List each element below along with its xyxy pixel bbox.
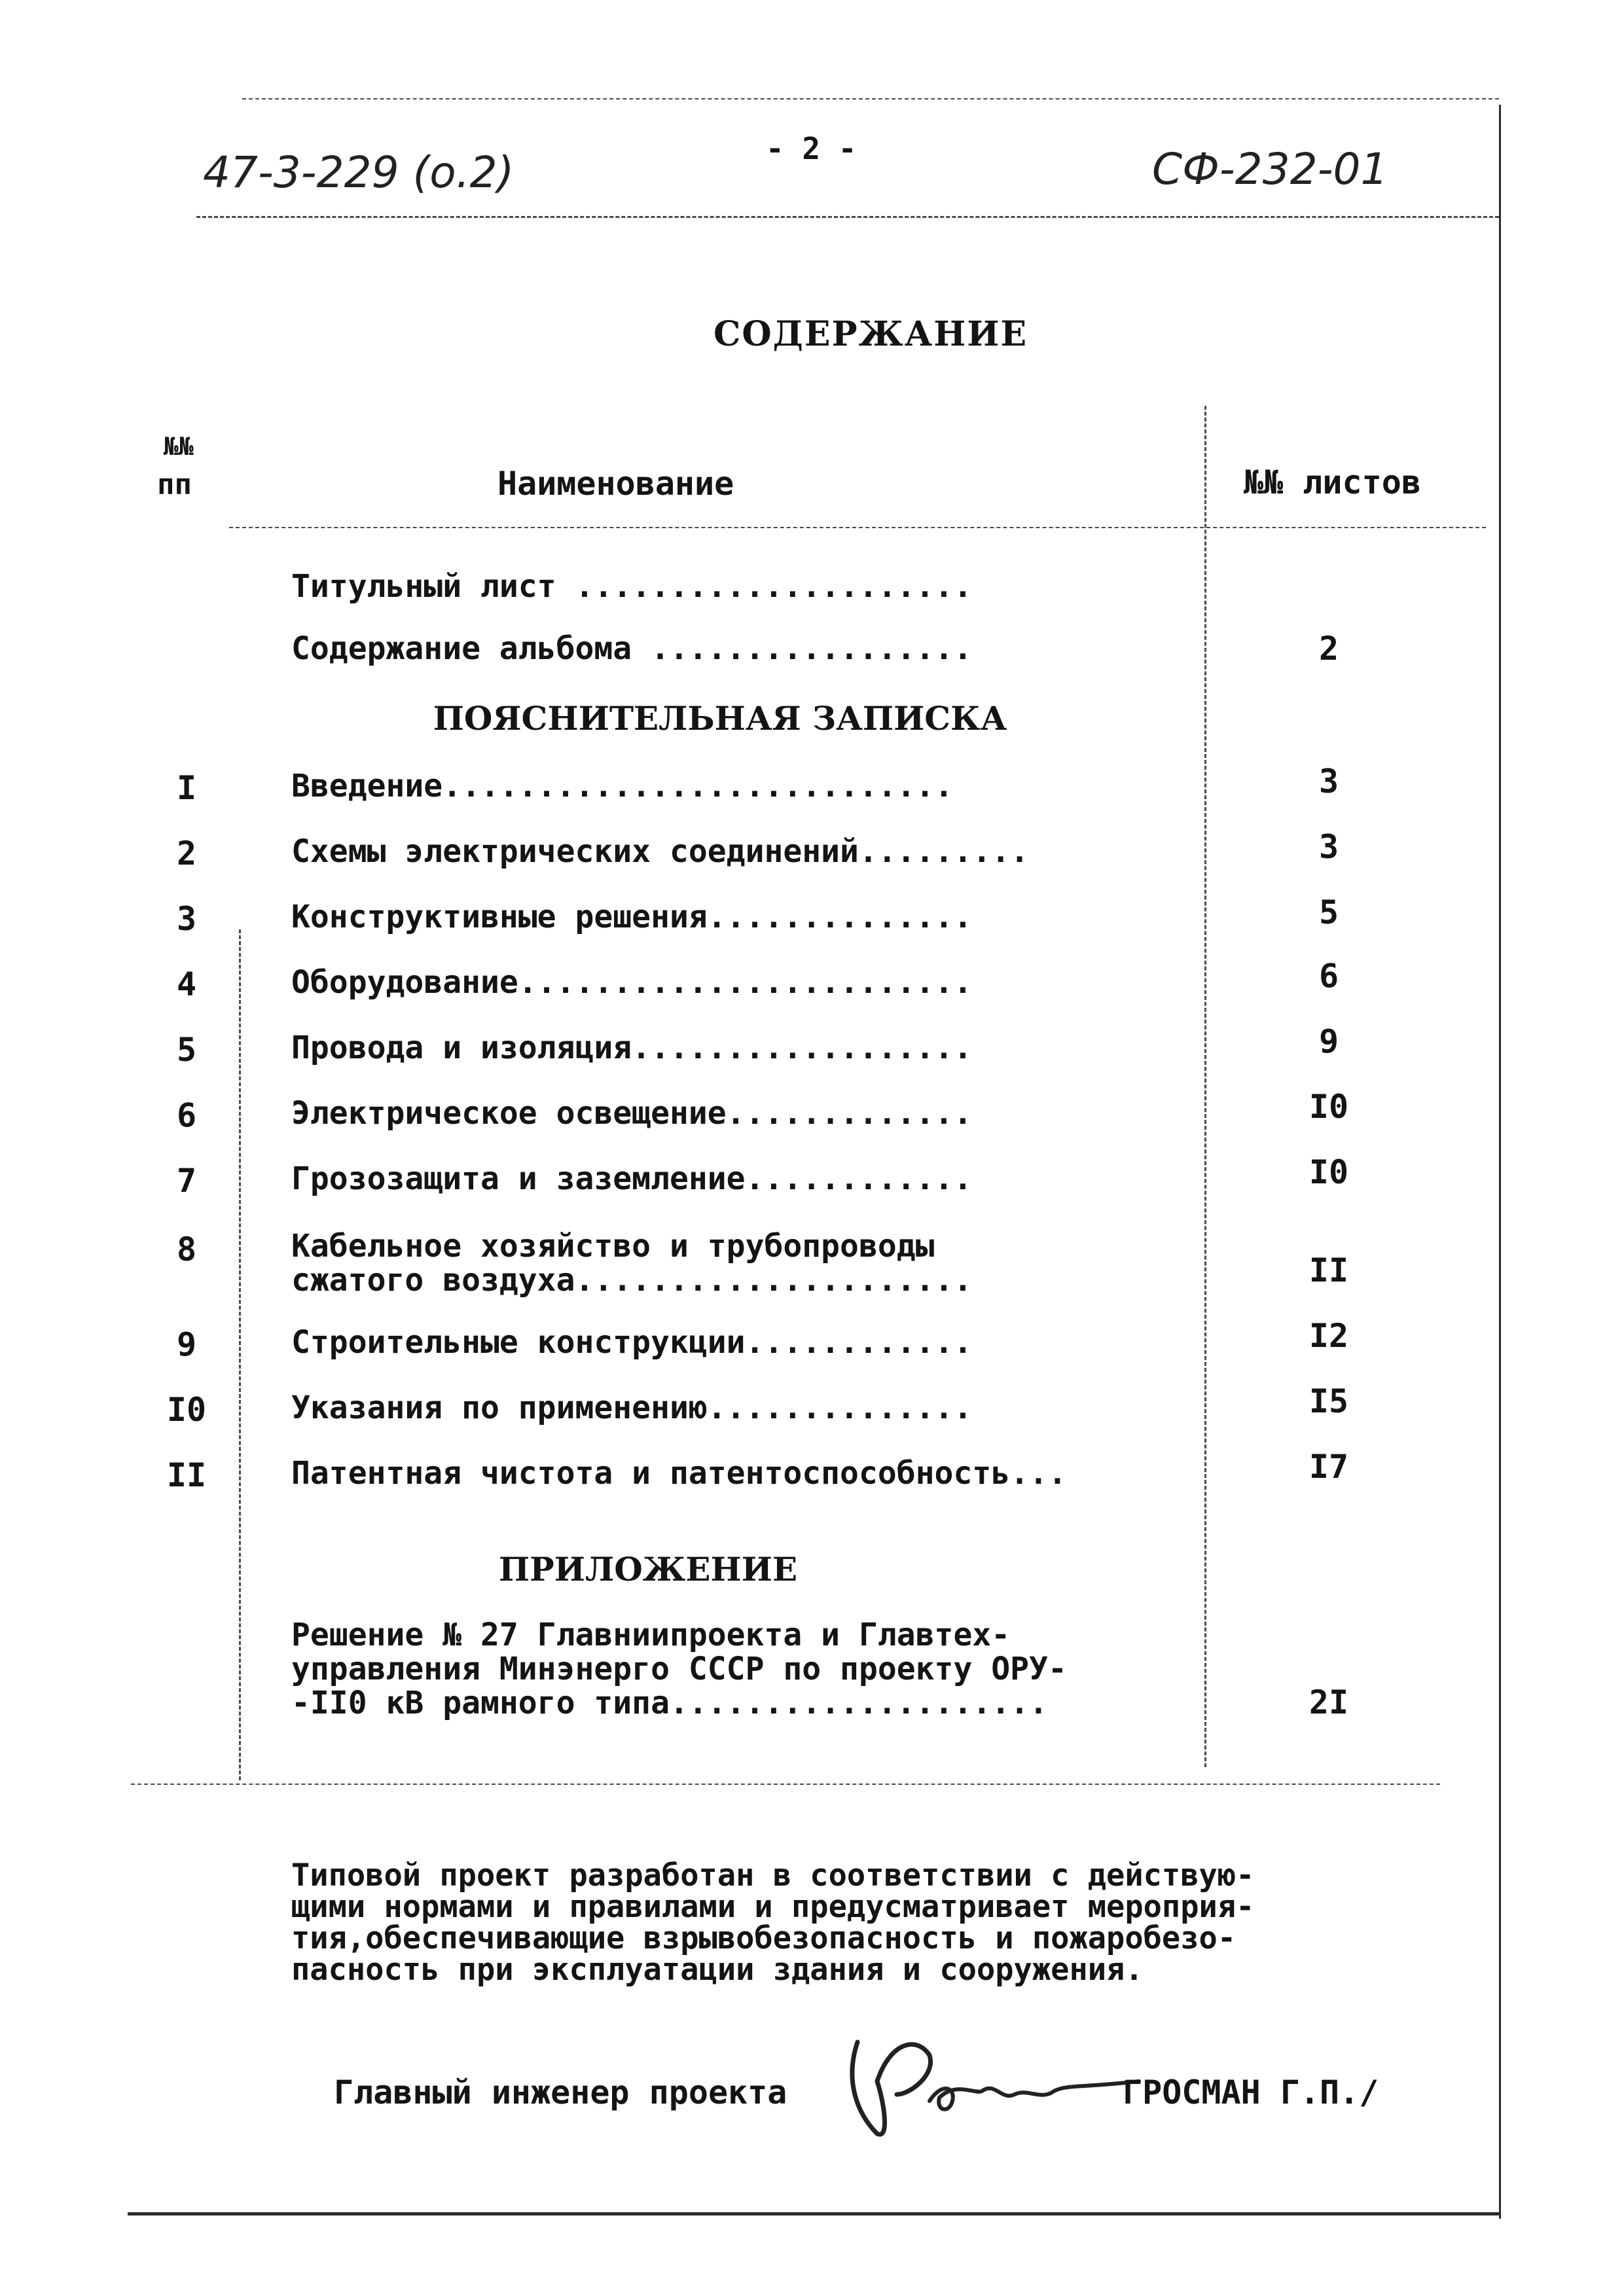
toc-row-sheet: I0 [1308,1088,1349,1126]
signature-label: Главный инженер проекта [334,2073,787,2111]
table-bottom-rule [131,1784,1440,1785]
toc-row-num: 3 [176,900,197,938]
toc-row-sheet: I0 [1308,1153,1349,1191]
section-explanatory-note: ПОЯСНИТЕЛЬНАЯ ЗАПИСКА [433,699,1007,738]
toc-row-num: 5 [176,1031,197,1069]
toc-row-sheet: 6 [1318,957,1339,995]
top-rule [242,98,1499,99]
signature-image [831,2003,1159,2160]
col-name-header: Наименование [497,465,734,503]
toc-row-num: 2 [176,834,197,872]
toc-row-title: Провода и изоляция.................. [291,1030,973,1066]
column-divider-left [239,929,241,1780]
toc-row-num: II [166,1456,207,1494]
toc-title-page: Титульный лист ..................... [291,568,973,605]
toc-row-num: I0 [166,1391,207,1429]
toc-row-title: Кабельное хозяйство и трубопроводы сжатого воздуха..................... [291,1228,973,1299]
appendix-row-title: Решение № 27 Главниипроекта и Главтех- управления Минэнерго СССР по проекту ОРУ- -II0 кВ рамного типа.................... [291,1617,1067,1721]
document-code-left: 47-3-229 (o.2) [203,147,514,198]
col-sheets-header: №№ листов [1244,463,1421,501]
toc-row-num: 4 [176,965,197,1003]
toc-row-num: 9 [176,1325,197,1363]
col-num-header-bottom: пп [157,468,192,501]
toc-row-title: Патентная чистота и патентоспособность... [291,1455,1067,1492]
toc-row-title: Строительные конструкции............ [291,1324,973,1361]
toc-row-sheet: 3 [1318,828,1339,866]
toc-row-sheet: 9 [1318,1022,1339,1060]
toc-row-num: 6 [176,1096,197,1134]
bottom-rule [128,2212,1501,2215]
toc-row-sheet: I7 [1308,1448,1349,1486]
toc-album-contents-sheet: 2 [1318,630,1339,668]
toc-row-title: Электрическое освещение............. [291,1095,973,1132]
page-number: - 2 - [766,131,857,166]
page-title: СОДЕРЖАНИЕ [713,314,1028,354]
document-code-right: СФ-232-01 [1152,144,1388,194]
compliance-statement: Типовой проект разработан в соответствии с действую- щими нормами и правилами и предусматривает мероприя- тия,обеспечивающие взрывобезопасность и пожаробезо- пасность при эксплуатации здания и сооружения. [291,1857,1255,1988]
toc-row-title: Схемы электрических соединений......... [291,833,1030,870]
col-num-header-top: №№ [164,432,194,461]
section-appendix: ПРИЛОЖЕНИЕ [498,1550,798,1588]
toc-row-sheet: 5 [1318,893,1339,931]
toc-row-num: I [176,769,197,807]
toc-album-contents: Содержание альбома ................. [291,630,973,667]
appendix-row-sheet: 2I [1308,1683,1349,1721]
header-row-rule [229,527,1486,528]
toc-row-title: Введение........................... [291,768,954,804]
toc-row-title: Конструктивные решения.............. [291,899,973,935]
toc-row-sheet: II [1308,1251,1349,1289]
column-divider-right [1204,406,1206,1767]
toc-row-sheet: I5 [1308,1382,1349,1420]
toc-row-title: Грозозащита и заземление............ [291,1160,973,1197]
signature-name: ГРОСМАН Г.П./ [1123,2073,1379,2111]
toc-row-title: Оборудование........................ [291,964,973,1001]
right-border [1499,105,1501,2219]
toc-row-num: 7 [176,1162,197,1200]
toc-row-num: 8 [176,1230,197,1268]
toc-row-title: Указания по применению.............. [291,1390,973,1426]
toc-row-sheet: I2 [1308,1317,1349,1355]
toc-row-sheet: 3 [1318,762,1339,800]
header-rule [196,216,1499,218]
